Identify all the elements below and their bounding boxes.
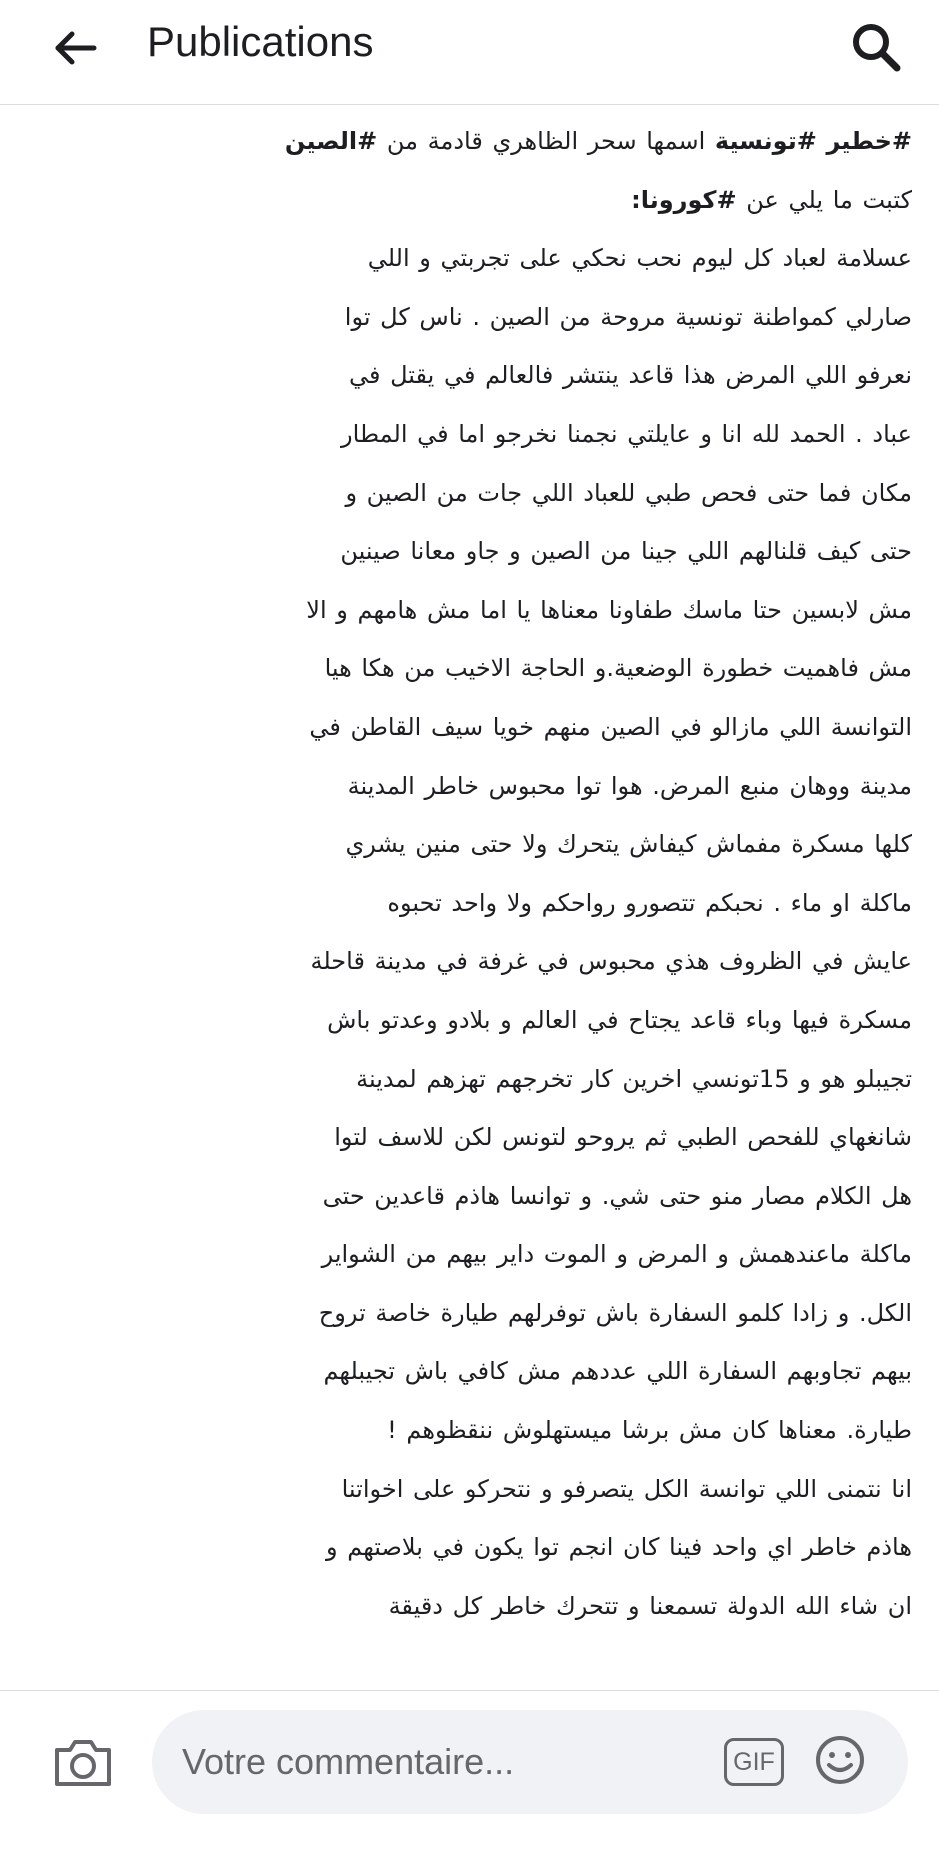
post-line: التوانسة اللي مازالو في الصين منهم خويا سيف القاطن في <box>309 712 912 741</box>
hashtag-link[interactable]: #الصين <box>284 127 378 155</box>
post-line: كلها مسكرة مفماش كيفاش يتحرك ولا حتى منين يشري <box>345 830 912 859</box>
post-line: مش لابسين حتا ماسك طفاونا معناها يا اما مش هامهم و الا <box>306 595 912 624</box>
search-button[interactable] <box>837 10 915 88</box>
divider <box>0 1690 939 1691</box>
gif-button[interactable]: GIF <box>724 1738 784 1786</box>
hashtag-link[interactable]: #كورونا: <box>631 185 737 214</box>
hashtag-link[interactable]: #خطير <box>826 127 912 155</box>
post-line: شانغهاي للفحص الطبي ثم يروحو لتونس لكن للاسف لتوا <box>334 1123 912 1152</box>
smiley-icon <box>814 1734 866 1790</box>
post-line: كتبت ما يلي عن #كورونا: <box>631 185 912 214</box>
top-bar <box>0 0 939 105</box>
post-line: ماكلة ماعندهمش و المرض و الموت داير بيهم من الشواير <box>321 1240 912 1269</box>
post-line: عسلامة لعباد كل ليوم نحب نحكي على تجربتي و اللي <box>367 244 912 273</box>
emoji-button[interactable] <box>812 1734 868 1790</box>
page-title: Publications <box>147 18 374 65</box>
post-line: مكان فما حتى فحص طبي للعباد اللي جات من الصين و <box>345 478 912 507</box>
post-line: #خطير #تونسية اسمها سحر الظاهري قادمة من #الصين <box>284 127 912 155</box>
post-line: ماكلة او ماء . نحبكم تتصورو رواحكم ولا واحد تحبوه <box>387 888 912 917</box>
post-line: نعرفو اللي المرض هذا قاعد ينتشر فالعالم في يقتل في <box>349 361 912 390</box>
post-line: الكل. و زادا كلمو السفارة باش توفرلهم طيارة خاصة تروح <box>318 1298 912 1327</box>
post-line: حتى كيف قلنالهم اللي جينا من الصين و جاو معانا صينين <box>340 537 912 566</box>
post-content <box>40 112 912 1687</box>
comment-input[interactable] <box>182 1710 702 1814</box>
post-line: ان شاء الله الدولة تسمعنا و تتحرك خاطر كل دقيقة <box>388 1591 912 1620</box>
hashtag-link[interactable]: #تونسية <box>714 127 817 155</box>
post-line: عايش في الظروف هذي محبوس في غرفة في مدينة قاحلة <box>310 947 912 976</box>
post-line: مسكرة فيها وباء قاعد يجتاح في العالم و بلادو وعدتو باش <box>327 1005 912 1034</box>
arrow-left-icon <box>54 30 98 70</box>
comment-composer <box>152 1710 908 1814</box>
post-line: صارلي كمواطنة تونسية مروحة من الصين . ناس كل توا <box>344 302 912 331</box>
post-line: تجيبلو هو و 15تونسي اخرين كار تخرجهم تهزهم لمدينة <box>356 1064 912 1093</box>
post-line: مش فاهميت خطورة الوضعية.و الحاجة الاخيب من هكا هيا <box>324 654 912 683</box>
post-line: انا نتمنى اللي توانسة الكل يتصرفو و نتحركو على اخواتنا <box>341 1474 912 1503</box>
post-line: طيارة. معناها كان مش برشا ميستهلوش ننقظوهم ! <box>387 1416 912 1445</box>
post-line: عباد . الحمد لله انا و عايلتي نجمنا نخرجو اما في المطار <box>341 419 912 448</box>
post-text <box>40 112 912 1635</box>
post-line: هاذم خاطر اي واحد فينا كان انجم توا يكون في بلاصتهم و <box>326 1533 912 1562</box>
post-line: مدينة ووهان منبع المرض. هوا توا محبوس خاطر المدينة <box>347 771 912 800</box>
post-line: بيهم تجاوبهم السفارة اللي عددهم مش كافي باش تجيبلهم <box>323 1357 912 1386</box>
search-icon <box>850 21 902 77</box>
camera-button[interactable] <box>48 1730 118 1800</box>
post-line: هل الكلام مصار منو حتى شي. و توانسا هاذم قاعدين حتى <box>322 1181 912 1210</box>
camera-icon <box>52 1736 114 1794</box>
back-button[interactable] <box>40 14 112 86</box>
